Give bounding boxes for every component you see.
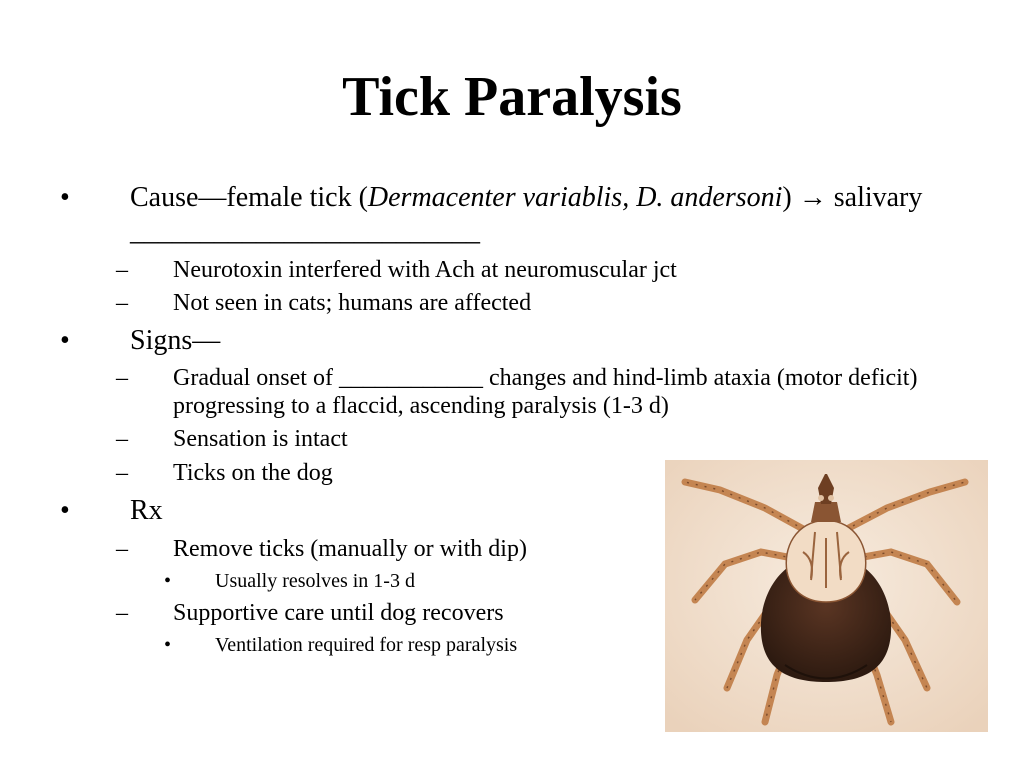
sub-bullet-cats <box>116 289 996 317</box>
dash-marker: – <box>116 536 128 562</box>
sub-sub-bullet-text: Ventilation required for resp paralysis <box>215 634 518 656</box>
sub-bullet-neurotoxin <box>116 256 996 284</box>
bullet-marker: • <box>60 182 70 213</box>
bullet-marker: • <box>60 325 70 356</box>
bullet-cause <box>60 181 990 249</box>
bullet-marker: • <box>60 495 70 526</box>
bullet-text: Rx <box>130 495 163 526</box>
sub-bullet-text: Supportive care until dog recovers <box>173 600 504 626</box>
sub-sub-bullet-resolves <box>164 568 664 594</box>
bullet-text <box>130 181 990 249</box>
sub-bullet-text: Remove ticks (manually or with dip) <box>173 536 527 562</box>
tick-image <box>665 460 988 732</box>
bullet-text: Signs— <box>130 325 221 356</box>
tick-illustration-icon <box>665 460 988 732</box>
sub-bullet-sensation <box>116 425 996 453</box>
dash-marker: – <box>116 600 128 626</box>
species-names: Dermacenter variablis, D. andersoni <box>367 182 783 213</box>
dash-marker: – <box>116 257 128 283</box>
bullet-signs <box>60 324 990 358</box>
sub-sub-bullet-text: Usually resolves in 1-3 d <box>215 570 415 592</box>
bullet-text-part: Cause—female tick ( <box>130 182 368 213</box>
dash-marker: – <box>116 365 128 391</box>
dash-marker: – <box>116 290 128 316</box>
sub-bullet-text: Gradual onset of ____________ changes and hind-limb ataxia (motor deficit) progressing to a flaccid, ascending paralysis (1-3 d) <box>173 365 918 419</box>
sub-bullet-gradual-onset <box>116 364 996 420</box>
bullet-text-part: ) → salivary _________________________ <box>130 182 923 247</box>
bullet-marker: • <box>164 634 172 656</box>
dash-marker: – <box>116 460 128 486</box>
sub-bullet-text: Ticks on the dog <box>173 460 333 486</box>
slide-title: Tick Paralysis <box>342 66 682 128</box>
sub-sub-bullet-ventilation <box>164 632 664 658</box>
bullet-marker: • <box>164 570 172 592</box>
sub-bullet-text: Neurotoxin interfered with Ach at neuromuscular jct <box>173 257 677 283</box>
sub-bullet-text: Sensation is intact <box>173 426 348 452</box>
sub-bullet-text: Not seen in cats; humans are affected <box>173 290 532 316</box>
dash-marker: – <box>116 426 128 452</box>
